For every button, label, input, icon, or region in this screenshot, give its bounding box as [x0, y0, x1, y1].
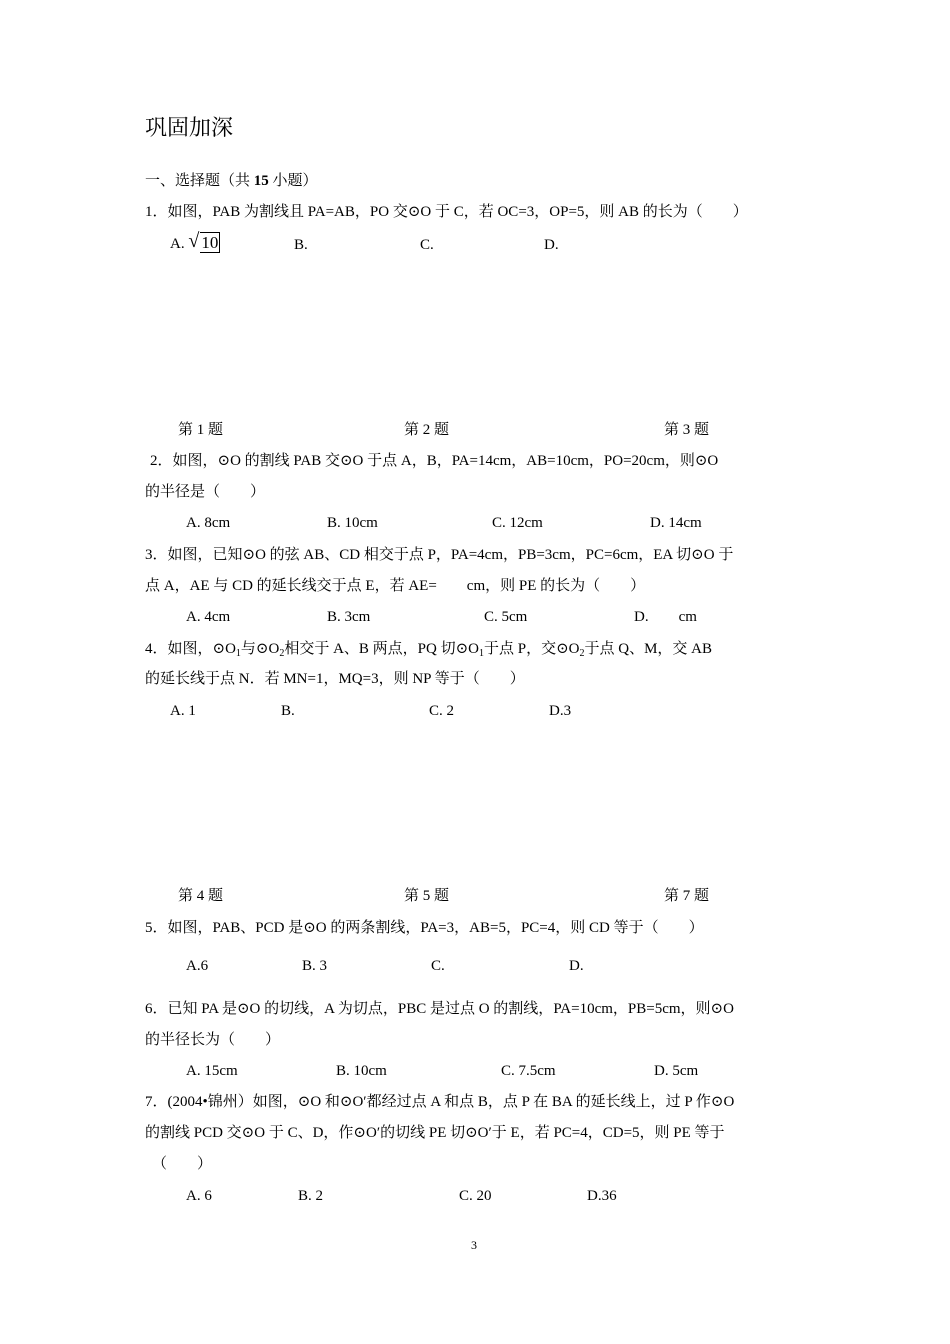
figure-caption-3: 第 3 题 [664, 422, 710, 438]
question-7-option-b: B. 2 [298, 1188, 324, 1204]
question-5-option-a: A.6 [186, 958, 209, 974]
question-7-line3: （ ） [152, 1156, 213, 1172]
question-2-option-b: B. 10cm [327, 515, 378, 531]
question-3-option-c: C. 5cm [484, 609, 528, 625]
question-4-option-b: B. [281, 703, 295, 719]
question-4-option-d: D.3 [549, 703, 572, 719]
question-4-line1: 4．如图，$⊙O_1$与$⊙O_2$相交于 A、B 两点，PQ 切$⊙O_1$于点 P，交$⊙O_2$于点 Q、M，交 AB [145, 641, 712, 659]
question-5-stem: 5．如图，PAB、PCD 是⊙O 的两条割线，PA=3，AB=5，PC=4，则 CD 等于（ ） [145, 920, 704, 936]
question-4-line2: 的延长线于点 N．若 MN=1，MQ=3，则 NP 等于（ ） [145, 671, 525, 687]
figure-caption-1: 第 1 题 [178, 422, 224, 438]
question-2-line1: 2．如图，⊙O 的割线 PAB 交⊙O 于点 A，B，PA=14cm，AB=10cm，PO=20cm，则⊙O [150, 453, 719, 469]
question-6-option-a: A. 15cm [186, 1063, 238, 1079]
question-7-option-d: D.36 [587, 1188, 617, 1204]
question-6-option-d: D. 5cm [654, 1063, 699, 1079]
question-3-option-a: A. 4cm [186, 609, 231, 625]
question-7-line2: 的割线 PCD 交⊙O 于 C、D，作⊙O′的切线 PE 切⊙O′于 E，若 PC=4，CD=5，则 PE 等于 [145, 1125, 725, 1141]
question-6-line1: 6．已知 PA 是⊙O 的切线，A 为切点，PBC 是过点 O 的割线，PA=10cm，PB=5cm，则⊙O [145, 1001, 734, 1017]
question-2-option-c: C. 12cm [492, 515, 543, 531]
question-1-stem: 1．如图，PAB 为割线且 PA=AB，PO 交⊙O 于 C，若 OC=3，OP=5，则 AB 的长为（ ） [145, 204, 748, 220]
page-number: 3 [471, 1238, 477, 1252]
question-2-line2: 的半径是（ ） [145, 484, 266, 500]
question-3-option-d: D. cm [634, 609, 697, 625]
sqrt-symbol: √ 10 [188, 230, 219, 252]
figure-caption-2: 第 2 题 [404, 422, 450, 438]
question-4-option-c: C. 2 [429, 703, 455, 719]
question-3-line1: 3．如图，已知⊙O 的弦 AB、CD 相交于点 P，PA=4cm，PB=3cm，PC=6cm，EA 切⊙O 于 [145, 547, 734, 563]
figure-caption-5: 第 5 题 [404, 888, 450, 904]
figure-caption-7: 第 7 题 [664, 888, 710, 904]
question-2-option-a: A. 8cm [186, 515, 231, 531]
question-6-option-b: B. 10cm [336, 1063, 387, 1079]
question-5-option-c: C. [431, 958, 445, 974]
section-heading: 一、选择题（共 15 小题） [145, 173, 318, 189]
question-1-option-d: D. [544, 237, 559, 253]
question-7-option-c: C. 20 [459, 1188, 492, 1204]
page-title: 巩固加深 [145, 116, 234, 141]
question-1-option-c: C. [420, 237, 434, 253]
question-5-option-d: D. [569, 958, 584, 974]
question-1-option-a: A. √ 10 [170, 230, 219, 252]
figure-caption-4: 第 4 题 [178, 888, 224, 904]
question-2-option-d: D. 14cm [650, 515, 702, 531]
question-4-option-a: A. 1 [170, 703, 196, 719]
question-5-option-b: B. 3 [302, 958, 328, 974]
question-1-option-b: B. [294, 237, 308, 253]
question-7-line1: 7．(2004•锦州）如图，⊙O 和⊙O′都经过点 A 和点 B，点 P 在 BA 的延长线上，过 P 作⊙O [145, 1094, 735, 1110]
question-6-line2: 的半径长为（ ） [145, 1032, 281, 1048]
question-7-option-a: A. 6 [186, 1188, 212, 1204]
question-3-line2: 点 A，AE 与 CD 的延长线交于点 E，若 AE= cm，则 PE 的长为（ ） [145, 578, 646, 594]
question-6-option-c: C. 7.5cm [501, 1063, 556, 1079]
question-3-option-b: B. 3cm [327, 609, 371, 625]
